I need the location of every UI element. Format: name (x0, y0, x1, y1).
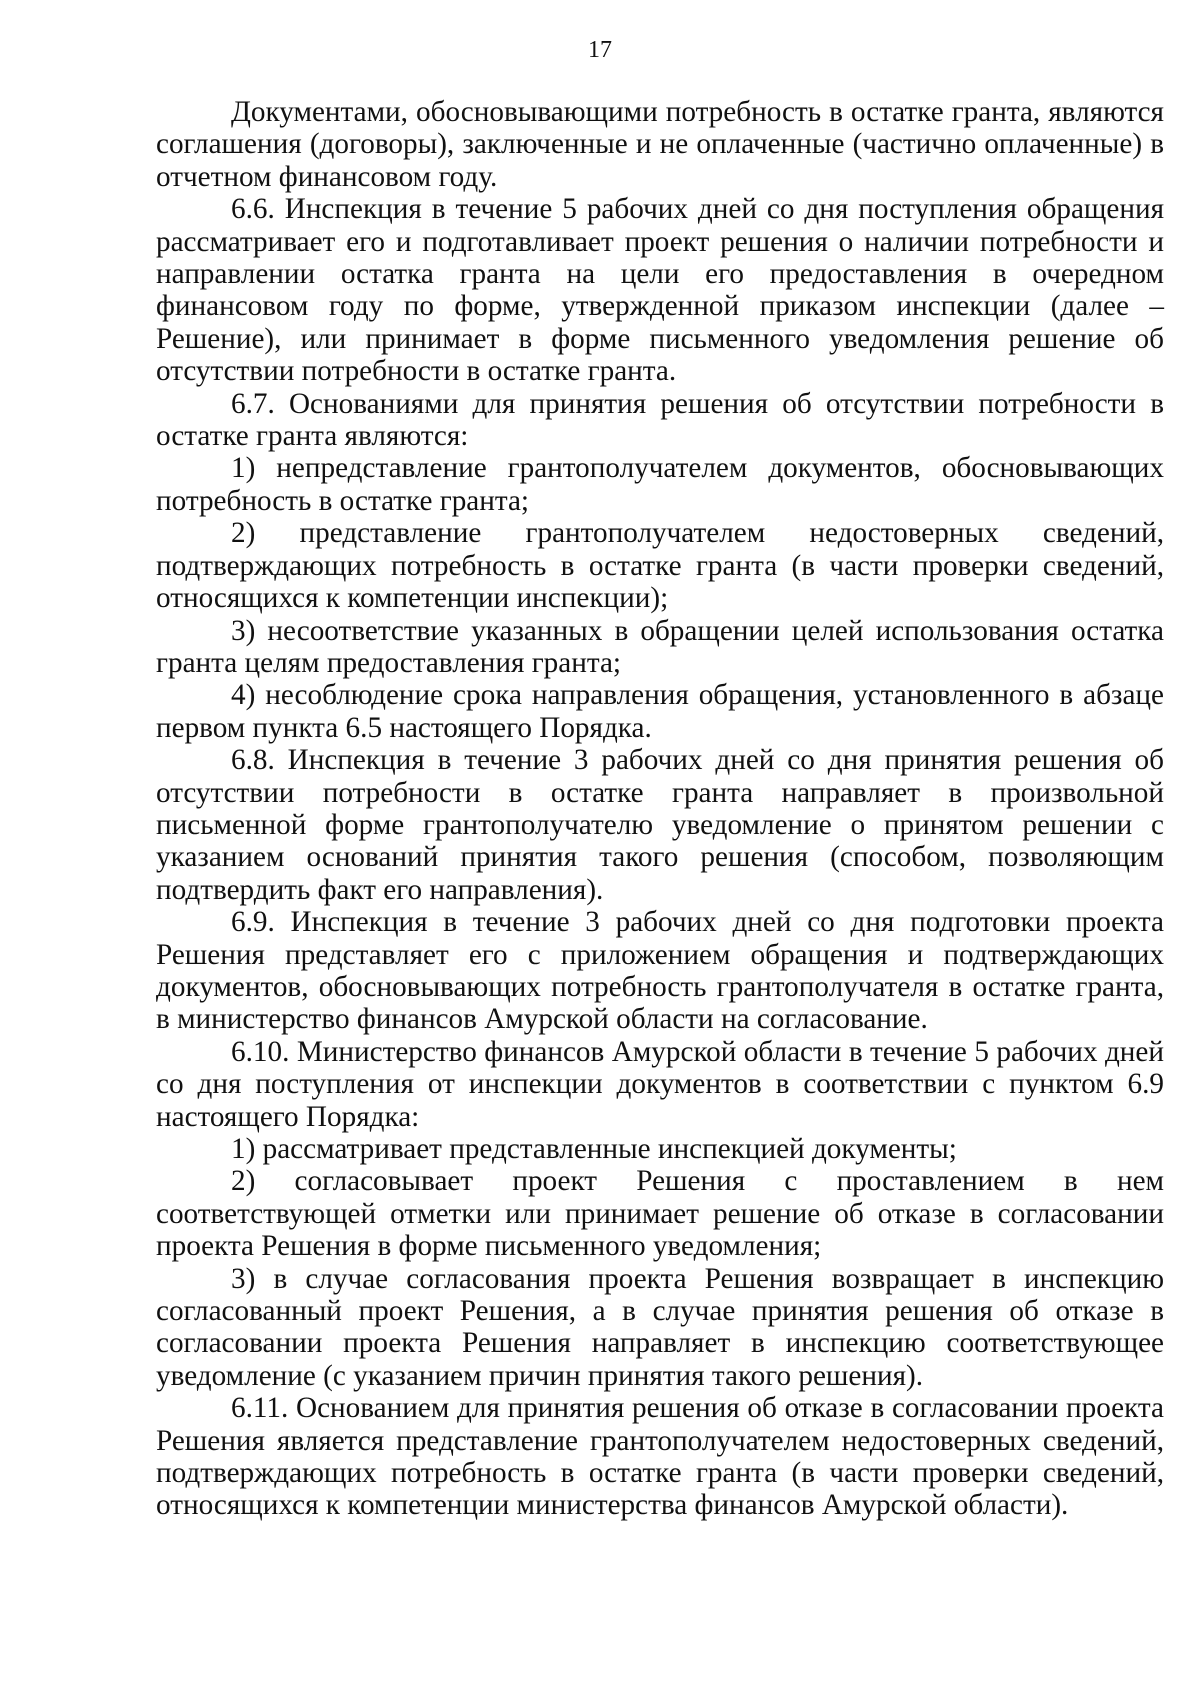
document-body (156, 96, 1164, 1522)
paragraph-6-8: 6.8. Инспекция в течение 3 рабочих дней со дня принятия решения об отсутствии потребности в остатке гранта направляет в произвольной письменной форме грантополучателю уведомление о принятом решении с указанием оснований принятия такого решения (способом, позволяющим подтвердить факт его направления). (156, 744, 1164, 906)
paragraph-6-11: 6.11. Основанием для принятия решения об отказе в согласовании проекта Решения является представление грантополучателем недостоверных сведений, подтверждающих потребность в остатке гранта (в части проверки сведений, относящихся к компетенции министерства финансов Амурской области). (156, 1392, 1164, 1522)
paragraph-6-10: 6.10. Министерство финансов Амурской области в течение 5 рабочих дней со дня поступления от инспекции документов в соответствии с пунктом 6.9 настоящего Порядка: (156, 1035, 1164, 1133)
paragraph-6-6: 6.6. Инспекция в течение 5 рабочих дней со дня поступления обращения рассматривает его и подготавливает проект решения о наличии потребности и направлении остатка гранта на цели его предоставления в очередном финансовом году по форме, утвержденной приказом инспекции (далее – Решение), или принимает в форме письменного уведомления решение об отсутствии потребности в остатке гранта. (156, 193, 1164, 388)
list-item-6-7-3: 3) несоответствие указанных в обращении целей использования остатка гранта целям предоставления гранта; (156, 614, 1164, 679)
list-item-6-7-1: 1) непредставление грантополучателем документов, обосновывающих потребность в остатке гранта; (156, 452, 1164, 517)
paragraph-6-9: 6.9. Инспекция в течение 3 рабочих дней со дня подготовки проекта Решения представляет его с приложением обращения и подтверждающих документов, обосновывающих потребность грантополучателя в остатке гранта, в министерство финансов Амурской области на согласование. (156, 906, 1164, 1036)
paragraph-6-7: 6.7. Основаниями для принятия решения об отсутствии потребности в остатке гранта являются: (156, 387, 1164, 453)
list-item-6-10-2: 2) согласовывает проект Решения с проставлением в нем соответствующей отметки или принимает решение об отказе в согласовании проекта Решения в форме письменного уведомления; (156, 1165, 1164, 1263)
list-item-6-7-2: 2) представление грантополучателем недостоверных сведений, подтверждающих потребность в остатке гранта (в части проверки сведений, относящихся к компетенции инспекции); (156, 517, 1164, 615)
paragraph-documents-justifying-need: Документами, обосновывающими потребность в остатке гранта, являются соглашения (договоры), заключенные и не оплаченные (частично оплаченные) в отчетном финансовом году. (156, 96, 1164, 193)
list-item-6-7-4: 4) несоблюдение срока направления обращения, установленного в абзаце первом пункта 6.5 настоящего Порядка. (156, 679, 1164, 744)
page-number: 17 (588, 37, 612, 63)
list-item-6-10-1: 1) рассматривает представленные инспекцией документы; (231, 1133, 957, 1165)
list-item-6-10-3: 3) в случае согласования проекта Решения возвращает в инспекцию согласованный проект Решения, а в случае принятия решения об отказе в согласовании проекта Решения направляет в инспекцию соответствующее уведомление (с указанием причин принятия такого решения). (156, 1262, 1164, 1392)
